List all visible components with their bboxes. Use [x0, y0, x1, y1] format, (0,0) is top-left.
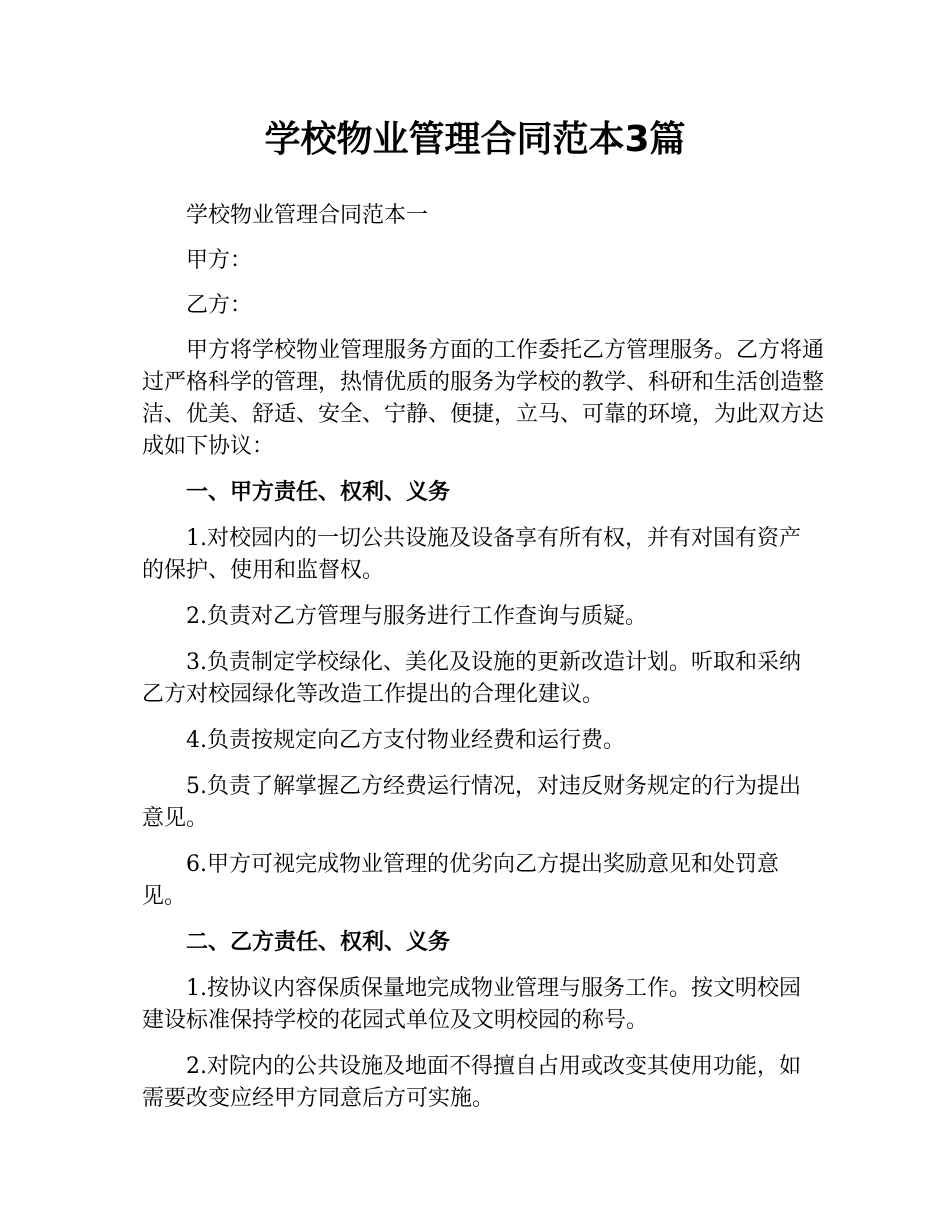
document-body	[142, 200, 825, 1129]
section-1-item-5: 5.负责了解掌握乙方经费运行情况，对违反财务规定的行为提出意见。	[142, 774, 801, 831]
section-1-item-1: 1.对校园内的一切公共设施及设备享有所有权，并有对国有资产的保护、使用和监督权。	[142, 526, 801, 583]
section-1-heading: 一、甲方责任、权利、义务	[186, 480, 451, 505]
party-b-label: 乙方：	[186, 293, 253, 318]
section-1-item-4: 4.负责按规定向乙方支付物业经费和运行费。	[186, 728, 625, 753]
document-title: 学校物业管理合同范本3篇	[264, 119, 686, 160]
section-1-item-3: 3.负责制定学校绿化、美化及设施的更新改造计划。听取和采纳乙方对校园绿化等改造工作提出的合理化建议。	[142, 650, 801, 707]
section-1-item-2: 2.负责对乙方管理与服务进行工作查询与质疑。	[186, 604, 647, 629]
contract-subtitle: 学校物业管理合同范本一	[186, 203, 429, 228]
section-2-item-1: 1.按协议内容保质保量地完成物业管理与服务工作。按文明校园建设标准保持学校的花园式单位及文明校园的称号。	[142, 976, 801, 1033]
party-a-label: 甲方：	[186, 248, 253, 273]
section-1-item-6: 6.甲方可视完成物业管理的优劣向乙方提出奖励意见和处罚意见。	[142, 852, 779, 909]
intro-paragraph: 甲方将学校物业管理服务方面的工作委托乙方管理服务。乙方将通过严格科学的管理，热情优质的服务为学校的教学、科研和生活创造整洁、优美、舒适、安全、宁静、便捷，立马、可靠的环境，为此双方达成如下协议：	[142, 338, 825, 459]
section-2-item-2: 2.对院内的公共设施及地面不得擅自占用或改变其使用功能，如需要改变应经甲方同意后方可实施。	[142, 1054, 801, 1111]
section-2-heading: 二、乙方责任、权利、义务	[186, 930, 451, 955]
